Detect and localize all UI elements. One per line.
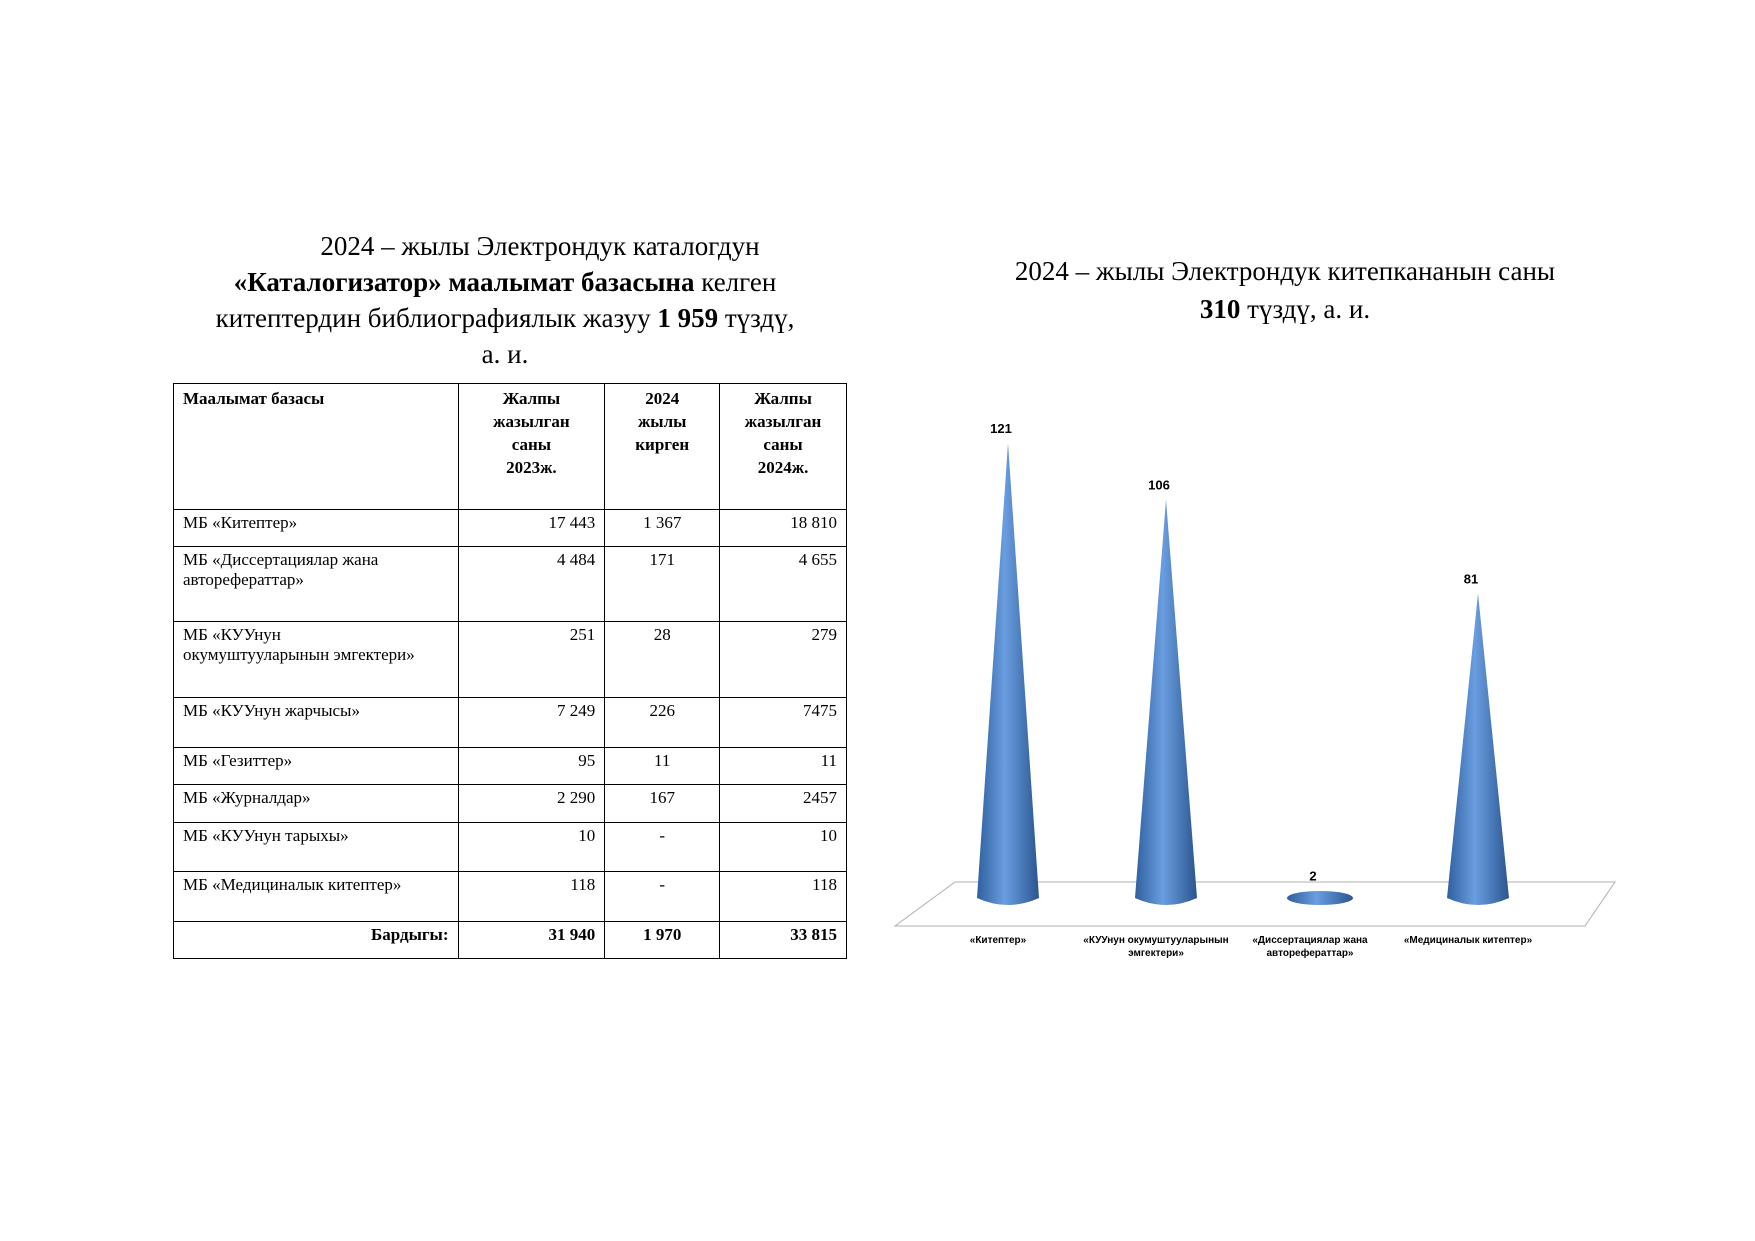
chart-title-line2-rest: түздү, а. и.: [1240, 294, 1371, 324]
cone-chart: [880, 421, 1640, 980]
category-label: «КУУнун окумуштууларынын: [1083, 935, 1229, 946]
left-title-line4: а. и.: [481, 339, 529, 369]
row-name-line: МБ «Диссертациялар жана: [183, 550, 379, 569]
cell-total-2023: 17 443: [458, 510, 605, 547]
header-added-2024-line: кирген: [635, 435, 690, 454]
cell-added-2024: -: [605, 823, 720, 872]
cell-total-2023: 7 249: [458, 698, 605, 748]
data-label: 81: [1463, 571, 1479, 587]
header-added-2024-line: жылы: [637, 412, 687, 431]
row-name: [174, 547, 459, 622]
row-name: МБ «КУУнун тарыхы»: [174, 823, 459, 872]
table-row: [174, 547, 847, 622]
data-label: 106: [1148, 477, 1170, 493]
header-total-2023-line: саны: [511, 435, 552, 454]
header-total-2024-line: 2024ж.: [757, 458, 809, 477]
category-label: «Китептер»: [969, 935, 1027, 946]
chart-title-line2: [935, 290, 1635, 328]
left-title: [160, 228, 850, 372]
cell-total-2024: 18 810: [720, 510, 847, 547]
cell-total-2024: 279: [720, 622, 847, 698]
cone-bar: [1135, 499, 1197, 905]
table-row: [174, 698, 847, 748]
data-label: 121: [990, 421, 1012, 436]
cell-total-2023: 251: [458, 622, 605, 698]
chart-title-line1: 2024 – жылы Электрондук китепкананын саны: [1014, 256, 1556, 286]
cell-total-2024: 2457: [720, 785, 847, 823]
row-name-line: МБ «КУУнун: [183, 625, 281, 644]
cell-total-2023: 118: [458, 872, 605, 922]
row-name: МБ «Медициналык китептер»: [174, 872, 459, 922]
cell-added-2024: 28: [605, 622, 720, 698]
chart-cones: [977, 421, 1509, 905]
category-label: «Медициналык китептер»: [1403, 935, 1533, 946]
header-total-2023: [458, 384, 605, 510]
header-total-2024-line: жазылган: [744, 412, 822, 431]
category-label: авторефераттар»: [1266, 948, 1354, 959]
table-row: [174, 785, 847, 823]
chart-title-line2-bold: 310: [1199, 294, 1241, 324]
table-row: [174, 622, 847, 698]
row-name: [174, 622, 459, 698]
cone-shape: [1135, 499, 1197, 905]
cone-bar: [977, 443, 1039, 905]
cell-total-2024: 11: [720, 748, 847, 785]
cell-total-2023: 4 484: [458, 547, 605, 622]
cell-total-2023: 2 290: [458, 785, 605, 823]
table-header-row: [174, 384, 847, 510]
header-added-2024-line: 2024: [645, 389, 680, 408]
left-title-line3-post: түздү,: [718, 303, 795, 333]
cone-shape: [977, 443, 1039, 905]
header-database: Маалымат базасы: [174, 384, 459, 510]
cell-total-2024: 10: [720, 823, 847, 872]
table-row: [174, 510, 847, 547]
cell-total-2024: 4 655: [720, 547, 847, 622]
table-row: [174, 823, 847, 872]
row-name-line: авторефераттар»: [183, 570, 304, 589]
row-name: МБ «Китептер»: [174, 510, 459, 547]
header-total-2023-line: жазылган: [493, 412, 570, 431]
table-row: [174, 748, 847, 785]
header-total-2024: [720, 384, 847, 510]
total-2024: 33 815: [720, 922, 847, 959]
cone-bar: [1447, 593, 1509, 905]
total-label: Бардыгы:: [174, 922, 459, 959]
row-name-line: окумуштууларынын эмгектери»: [183, 645, 415, 664]
cone-base: [1287, 891, 1353, 905]
left-title-line1: 2024 – жылы Электрондук каталогдун: [320, 231, 760, 261]
row-name: МБ «Журналдар»: [174, 785, 459, 823]
header-total-2024-line: Жалпы: [754, 389, 812, 408]
database-table: [173, 383, 847, 959]
cell-total-2024: 7475: [720, 698, 847, 748]
left-title-line3-bold: 1 959: [657, 303, 719, 333]
cell-total-2023: 10: [458, 823, 605, 872]
header-added-2024: [605, 384, 720, 510]
left-title-line2: [160, 264, 850, 300]
chart-title: [935, 252, 1635, 328]
cone-bar: [1287, 891, 1353, 905]
left-title-line2-bold: «Каталогизатор» маалымат базасына: [233, 267, 695, 297]
row-name: МБ «КУУнун жарчысы»: [174, 698, 459, 748]
cell-added-2024: 1 367: [605, 510, 720, 547]
cell-total-2024: 118: [720, 872, 847, 922]
data-label: 2: [1309, 868, 1317, 884]
total-added-2024: 1 970: [605, 922, 720, 959]
category-label: эмгектери»: [1128, 948, 1184, 959]
header-total-2024-line: саны: [763, 435, 803, 454]
chart-category-labels: [970, 935, 1533, 959]
table-total-row: [174, 922, 847, 959]
left-title-line3-pre: китептердин библиографиялык жазуу: [215, 303, 658, 333]
cell-added-2024: 226: [605, 698, 720, 748]
left-title-line3: [160, 300, 850, 336]
left-title-line2-rest: келген: [694, 267, 777, 297]
cell-total-2023: 95: [458, 748, 605, 785]
cell-added-2024: -: [605, 872, 720, 922]
total-2023: 31 940: [458, 922, 605, 959]
category-label: «Диссертациялар жана: [1252, 935, 1368, 946]
cone-shape: [1447, 593, 1509, 905]
cell-added-2024: 11: [605, 748, 720, 785]
header-total-2023-line: 2023ж.: [506, 458, 557, 477]
table-row: [174, 872, 847, 922]
cell-added-2024: 171: [605, 547, 720, 622]
header-total-2023-line: Жалпы: [502, 389, 561, 408]
row-name: МБ «Гезиттер»: [174, 748, 459, 785]
cell-added-2024: 167: [605, 785, 720, 823]
